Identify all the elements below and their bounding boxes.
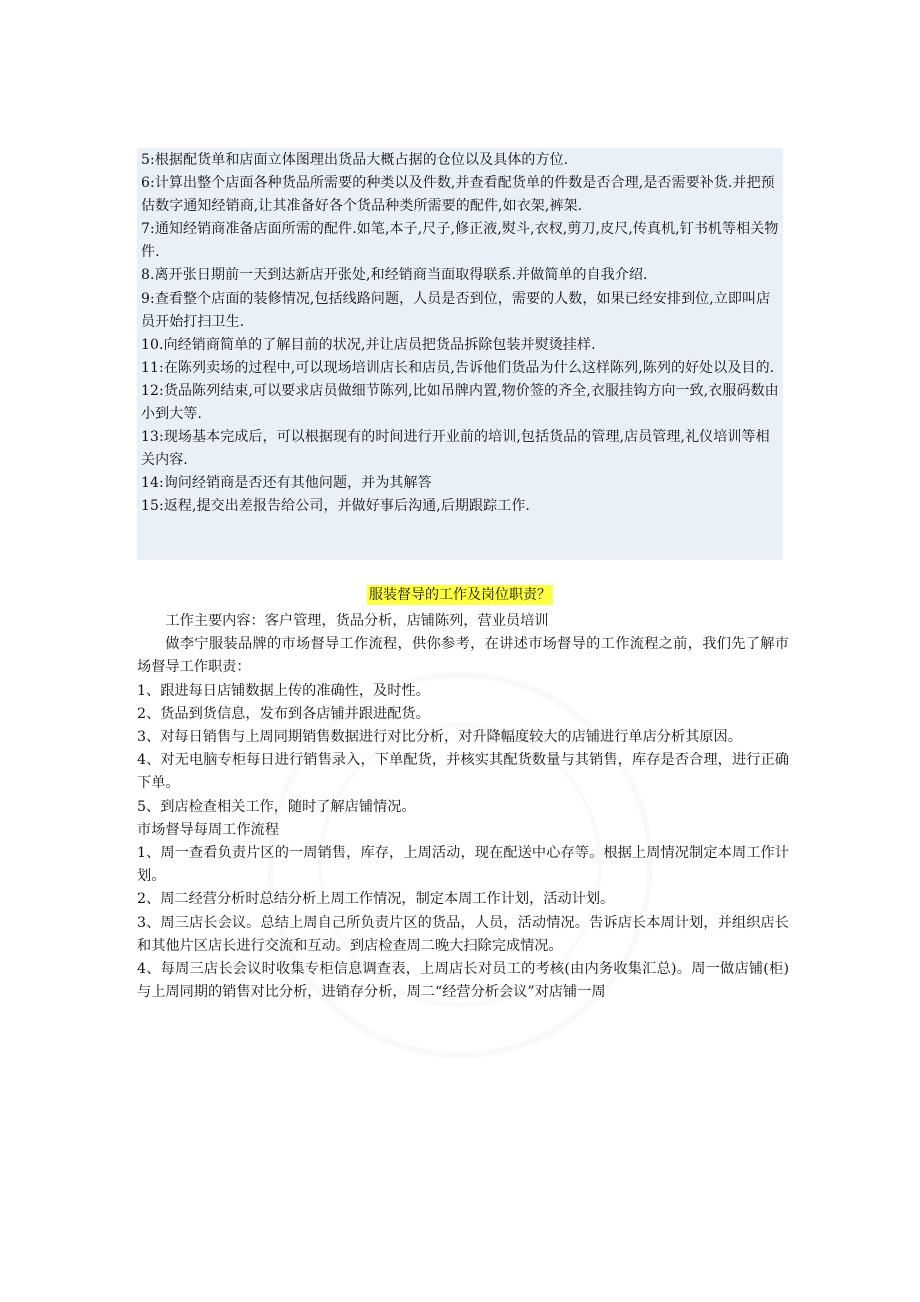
weekly-flow-heading: 市场督导每周工作流程 xyxy=(137,821,279,838)
work-content-paragraph: 工作主要内容：客户管理，货品分析，店铺陈列，营业员培训 xyxy=(165,613,549,629)
duty-item-1: 1、跟进每日店铺数据上传的准确性，及时性。 xyxy=(137,682,430,699)
step-12-line: 12:货品陈列结束,可以要求店员做细节陈列,比如吊牌内置,物价签的齐全,衣服挂钩方向一致,衣服码数由小到大等. xyxy=(141,382,779,423)
shaded-steps-section xyxy=(137,148,783,560)
body-text-section xyxy=(137,610,789,1004)
section-title: 服装督导的工作及岗位职责？ xyxy=(369,587,551,603)
weekly-item-2: 2、周二经营分析时总结分析上周工作情况，制定本周工作计划，活动计划。 xyxy=(137,891,615,908)
step-13-line: 13:现场基本完成后，可以根据现有的时间进行开业前的培训,包括货品的管理,店员管理,礼仪培训等相关内容. xyxy=(141,429,770,469)
step-15-line: 15:返程,提交出差报告给公司，并做好事后沟通,后期跟踪工作. xyxy=(141,498,530,515)
step-14-line: 14:询问经销商是否还有其他问题，并为其解答 xyxy=(141,475,432,492)
step-5-line: 5:根据配货单和店面立体图理出货品大概占据的仓位以及具体的方位. xyxy=(141,152,569,168)
duty-item-3: 3、对每日销售与上周同期销售数据进行对比分析，对升降幅度较大的店铺进行单店分析其原因。 xyxy=(137,729,742,746)
weekly-item-3: 3、周三店长会议。总结上周自己所负责片区的货品，人员，活动情况。告诉店长本周计划，并组织店长和其他片区店长进行交流和互动。到店检查周二晚大扫除完成情况。 xyxy=(137,914,789,954)
duty-item-2: 2、货品到货信息，发布到各店铺并跟进配货。 xyxy=(137,705,430,722)
intro-paragraph: 做李宁服装品牌的市场督导工作流程，供你参考，在讲述市场督导的工作流程之前，我们先了解市场督导工作职责： xyxy=(137,636,789,676)
weekly-item-4: 4、每周三店长会议时收集专柜信息调查表，上周店长对员工的考核(由内务收集汇总)。周一做店铺(柜)与上周同期的销售对比分析，进销存分析，周二“经营分析会议”对店铺一周 xyxy=(137,961,789,1001)
step-10-line: 10.向经销商简单的了解目前的状况,并让店员把货品拆除包装并熨烫挂样. xyxy=(141,336,596,353)
step-8-line: 8.离开张日期前一天到达新店开张处,和经销商当面取得联系.并做简单的自我介绍. xyxy=(141,267,648,284)
step-9-line: 9:查看整个店面的装修情况,包括线路问题，人员是否到位，需要的人数，如果已经安排到位,立即叫店员开始打扫卫生. xyxy=(141,290,771,330)
step-7-line: 7:通知经销商准备店面所需的配件.如笔,本子,尺子,修正液,熨斗,衣杈,剪刀,皮尺,传真机,钉书机等相关物件. xyxy=(141,221,779,261)
step-6-line: 6:计算出整个店面各种货品所需要的种类以及件数,并查看配货单的件数是否合理,是否需要补货.并把预估数字通知经销商,让其准备好各个货品种类所需要的配件,如衣架,裤架. xyxy=(141,175,775,215)
duty-item-4: 4、对无电脑专柜每日进行销售录入，下单配货，并核实其配货数量与其销售，库存是否合理，进行正确下单。 xyxy=(137,752,789,792)
weekly-item-1: 1、周一查看负责片区的一周销售，库存，上周活动，现在配送中心存等。根据上周情况制定本周工作计划。 xyxy=(137,845,789,885)
section-title-wrap xyxy=(0,584,920,605)
step-11-line: 11:在陈列卖场的过程中,可以现场培训店长和店员,告诉他们货品为什么这样陈列,陈列的好处以及目的. xyxy=(141,359,775,376)
duty-item-5: 5、到店检查相关工作，随时了解店铺情况。 xyxy=(137,798,416,815)
